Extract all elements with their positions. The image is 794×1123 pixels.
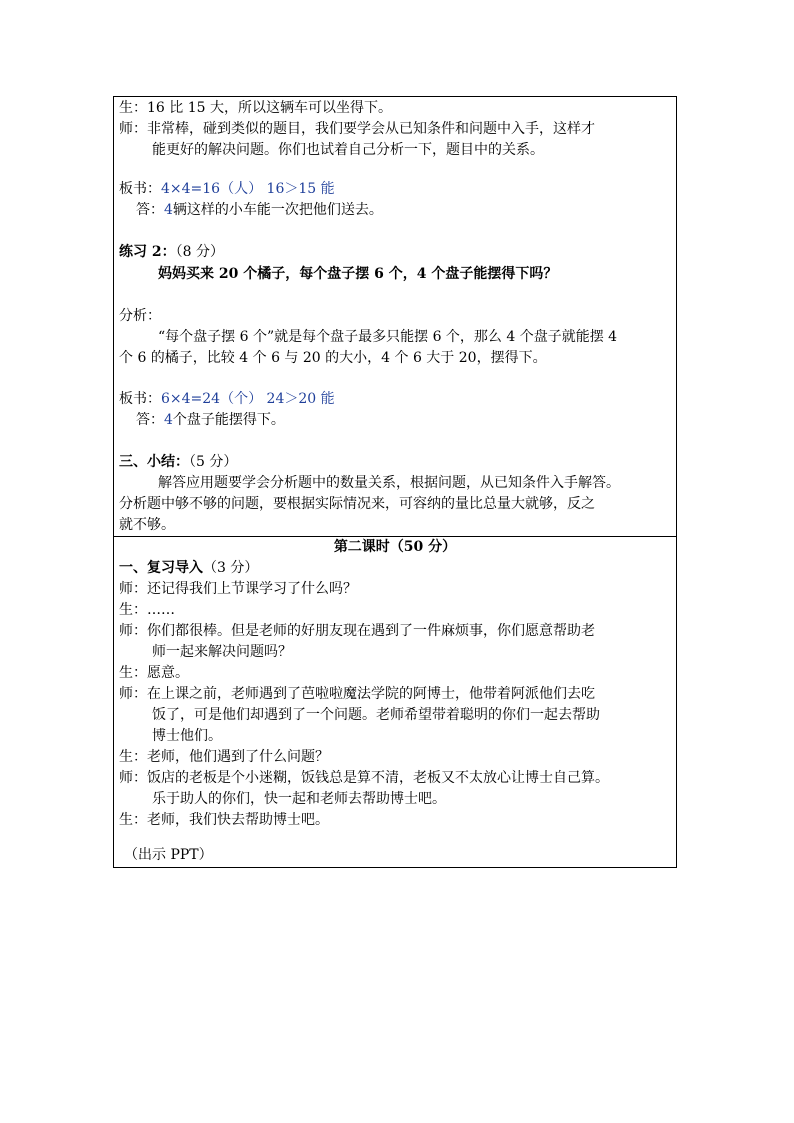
answer-text: 辆这样的小车能一次把他们送去。 [172, 202, 383, 218]
dialogue-line: 生：老师，他们遇到了什么问题？ [119, 749, 329, 765]
analysis-text: 个 6 的橘子，比较 4 个 6 与 20 的大小，4 个 6 大于 20，摆得下。 [119, 350, 547, 366]
ppt-note: （出示 PPT） [124, 847, 213, 863]
board-writing-2 [119, 389, 672, 410]
table-cell-practice [114, 97, 676, 537]
answer-label: 答： [136, 412, 164, 428]
dialogue-line: 生：愿意。 [119, 665, 189, 681]
exercise-time: （8 分） [175, 244, 224, 260]
answer-2 [136, 410, 672, 431]
dialogue-line: 乐于助人的你们，快一起和老师去帮助博士吧。 [152, 791, 446, 807]
analysis-label: 分析： [119, 308, 161, 324]
review-heading [119, 558, 672, 579]
board-label: 板书： [119, 181, 161, 197]
text-line: 师：非常棒，碰到类似的题目，我们要学会从已知条件和问题中入手，这样才 [119, 121, 595, 137]
board-label: 板书： [119, 391, 161, 407]
summary-label: 三、小结： [119, 454, 189, 470]
lesson-plan-table [113, 96, 677, 868]
table-cell-second-lesson [114, 537, 676, 867]
answer-number: 4 [164, 202, 173, 218]
summary-text: 分析题中够不够的问题，要根据实际情况来，可容纳的量比总量大就够，反之 [119, 496, 595, 512]
answer-1 [136, 200, 672, 221]
answer-label: 答： [136, 202, 164, 218]
answer-text: 个盘子能摆得下。 [172, 412, 285, 428]
dialogue-line: 师：你们都很棒。但是老师的好朋友现在遇到了一件麻烦事，你们愿意帮助老 [119, 623, 595, 639]
section-title: 第二课时（50 分） [333, 539, 457, 555]
dialogue-line: 师：在上课之前，老师遇到了芭啦啦魔法学院的阿博士，他带着阿派他们去吃 [119, 686, 595, 702]
exercise-2-heading [119, 242, 672, 263]
board-formula: 6×4=24（个） 24＞20 能 [161, 391, 335, 407]
dialogue-line: 生：老师，我们快去帮助博士吧。 [119, 812, 329, 828]
exercise-label: 练习 2： [119, 244, 176, 260]
summary-time: （5 分） [189, 454, 238, 470]
exercise-2-question: 妈妈买来 20 个橘子，每个盘子摆 6 个，4 个盘子能摆得下吗？ [158, 266, 558, 282]
summary-text: 解答应用题要学会分析题中的数量关系，根据问题，从已知条件入手解答。 [158, 475, 620, 491]
dialogue-line: 师：还记得我们上节课学习了什么吗？ [119, 581, 357, 597]
dialogue-line: 生：…… [119, 602, 175, 618]
dialogue-line: 师一起来解决问题吗？ [152, 644, 292, 660]
analysis-text: “每个盘子摆 6 个”就是每个盘子最多只能摆 6 个，那么 4 个盘子就能摆 4 [158, 329, 618, 345]
summary-text: 就不够。 [119, 517, 175, 533]
board-formula: 4×4=16（人） 16＞15 能 [161, 181, 335, 197]
text-line: 生：16 比 15 大，所以这辆车可以坐得下。 [119, 100, 392, 116]
answer-number: 4 [164, 412, 173, 428]
dialogue-line: 师：饭店的老板是个小迷糊，饭钱总是算不清，老板又不太放心让博士自己算。 [119, 770, 609, 786]
summary-heading [119, 452, 672, 473]
review-time: （3 分） [203, 560, 259, 576]
dialogue-line: 饭了，可是他们却遇到了一个问题。老师希望带着聪明的你们一起去帮助 [152, 707, 600, 723]
dialogue-line: 博士他们。 [152, 728, 222, 744]
review-label: 一、复习导入 [119, 560, 203, 576]
board-writing-1 [119, 179, 672, 200]
text-line: 能更好的解决问题。你们也试着自己分析一下，题目中的关系。 [152, 142, 544, 158]
